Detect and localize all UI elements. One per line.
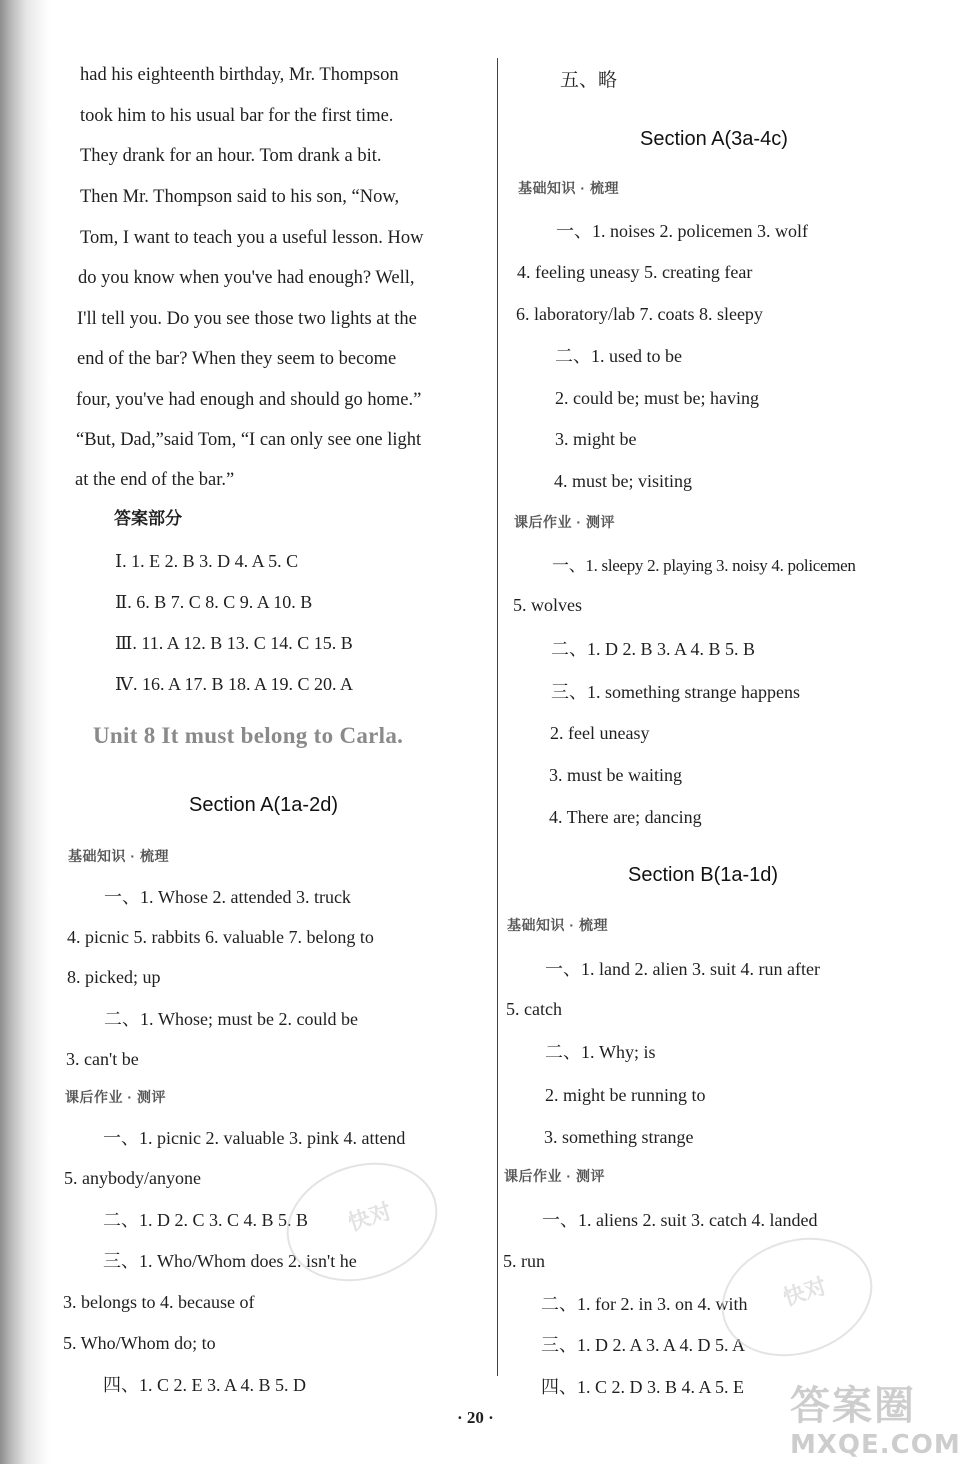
story-line: at the end of the bar.”: [75, 470, 235, 490]
answer-line: 三、1. something strange happens: [551, 682, 800, 702]
story-line: do you know when you've had enough? Well,: [78, 268, 415, 288]
story-line: took him to his usual bar for the first time.: [80, 106, 394, 126]
answer-line: 二、1. D 2. C 3. C 4. B 5. B: [103, 1210, 309, 1230]
answer-row: Ⅲ. 11. A 12. B 13. C 14. C 15. B: [115, 633, 353, 653]
answer-line: 二、1. for 2. in 3. on 4. with: [541, 1294, 748, 1314]
story-line: I'll tell you. Do you see those two lights at the: [77, 309, 417, 329]
answer-line: 3. might be: [555, 429, 637, 449]
story-line: had his eighteenth birthday, Mr. Thompson: [80, 65, 399, 85]
answer-line: 二、1. D 2. B 3. A 4. B 5. B: [551, 639, 756, 659]
answer-line: 3. can't be: [66, 1049, 139, 1069]
stamp-text: 快对: [780, 1274, 830, 1312]
answer-line: 一、1. picnic 2. valuable 3. pink 4. attend: [103, 1128, 406, 1148]
story-line: “But, Dad,”said Tom, “I can only see one light: [76, 430, 422, 450]
answer-line: 四、1. C 2. D 3. B 4. A 5. E: [541, 1377, 745, 1397]
answer-line: 3. something strange: [544, 1127, 694, 1147]
story-line: end of the bar? When they seem to become: [77, 349, 397, 369]
kuaidui-stamp: [271, 1144, 453, 1300]
answer-line: 4. There are; dancing: [549, 807, 702, 827]
answer-line: 5. wolves: [513, 595, 582, 615]
answer-line: 5. anybody/anyone: [64, 1168, 201, 1188]
section-title: Section B(1a-1d): [628, 864, 779, 886]
stamp-text: 快对: [345, 1199, 395, 1237]
answer-line: 五、略: [560, 70, 618, 91]
answer-line: 2. might be running to: [545, 1085, 706, 1105]
answer-line: 四、1. C 2. E 3. A 4. B 5. D: [103, 1375, 307, 1395]
answer-line: 4. feeling uneasy 5. creating fear: [517, 262, 753, 282]
answer-line: 6. laboratory/lab 7. coats 8. sleepy: [516, 304, 763, 324]
answer-line: 一、1. land 2. alien 3. suit 4. run after: [545, 959, 820, 979]
answer-line: 一、1. sleepy 2. playing 3. noisy 4. policemen: [552, 556, 856, 575]
answer-line: 5. run: [503, 1251, 545, 1271]
answer-line: 二、1. Why; is: [545, 1042, 656, 1062]
answer-line: 4. must be; visiting: [554, 471, 693, 491]
answer-line: 一、1. noises 2. policemen 3. wolf: [556, 221, 808, 241]
answer-line: 2. feel uneasy: [550, 723, 650, 743]
answer-row: Ⅰ. 1. E 2. B 3. D 4. A 5. C: [115, 551, 299, 571]
answer-line: 8. picked; up: [67, 967, 161, 987]
page-number: · 20 ·: [457, 1408, 494, 1427]
answer-row: Ⅱ. 6. B 7. C 8. C 9. A 10. B: [115, 592, 313, 612]
answer-line: 三、1. Who/Whom does 2. isn't he: [103, 1251, 357, 1271]
answer-line: 三、1. D 2. A 3. A 4. D 5. A: [541, 1335, 746, 1355]
answer-line: 5. catch: [506, 999, 562, 1019]
answer-line: 4. picnic 5. rabbits 6. valuable 7. belong to: [67, 927, 374, 947]
answer-heading: 答案部分: [114, 509, 182, 529]
answer-line: 一、1. Whose 2. attended 3. truck: [104, 887, 351, 907]
section-label-kehou: 课后作业 · 测评: [65, 1089, 166, 1105]
story-line: They drank for an hour. Tom drank a bit.: [80, 146, 382, 166]
section-label-jichu: 基础知识 · 梳理: [68, 848, 169, 864]
section-title: Section A(1a-2d): [189, 794, 338, 816]
section-title: Section A(3a-4c): [640, 128, 788, 150]
answer-line: 3. belongs to 4. because of: [63, 1292, 255, 1312]
answer-line: 2. could be; must be; having: [555, 388, 759, 408]
watermark-url: MXQE.COM: [790, 1430, 961, 1460]
story-line: four, you've had enough and should go home.”: [76, 390, 422, 410]
section-label-jichu: 基础知识 · 梳理: [507, 917, 608, 933]
answer-row: Ⅳ. 16. A 17. B 18. A 19. C 20. A: [115, 674, 354, 694]
watermark-logo: 答案圈: [790, 1383, 916, 1429]
story-line: Then Mr. Thompson said to his son, “Now,: [80, 187, 400, 207]
story-line: Tom, I want to teach you a useful lesson. How: [80, 228, 424, 248]
page-binding-shadow: [0, 0, 50, 1464]
unit-title: Unit 8 It must belong to Carla.: [93, 723, 404, 748]
answer-line: 一、1. aliens 2. suit 3. catch 4. landed: [542, 1210, 818, 1230]
section-label-kehou: 课后作业 · 测评: [504, 1168, 605, 1184]
section-label-jichu: 基础知识 · 梳理: [518, 180, 619, 196]
answer-line: 二、1. used to be: [555, 346, 682, 366]
answer-line: 3. must be waiting: [549, 765, 682, 785]
answer-line: 5. Who/Whom do; to: [63, 1333, 216, 1353]
answer-line: 二、1. Whose; must be 2. could be: [104, 1009, 358, 1029]
section-label-kehou: 课后作业 · 测评: [514, 514, 615, 530]
column-divider: [497, 58, 498, 1376]
